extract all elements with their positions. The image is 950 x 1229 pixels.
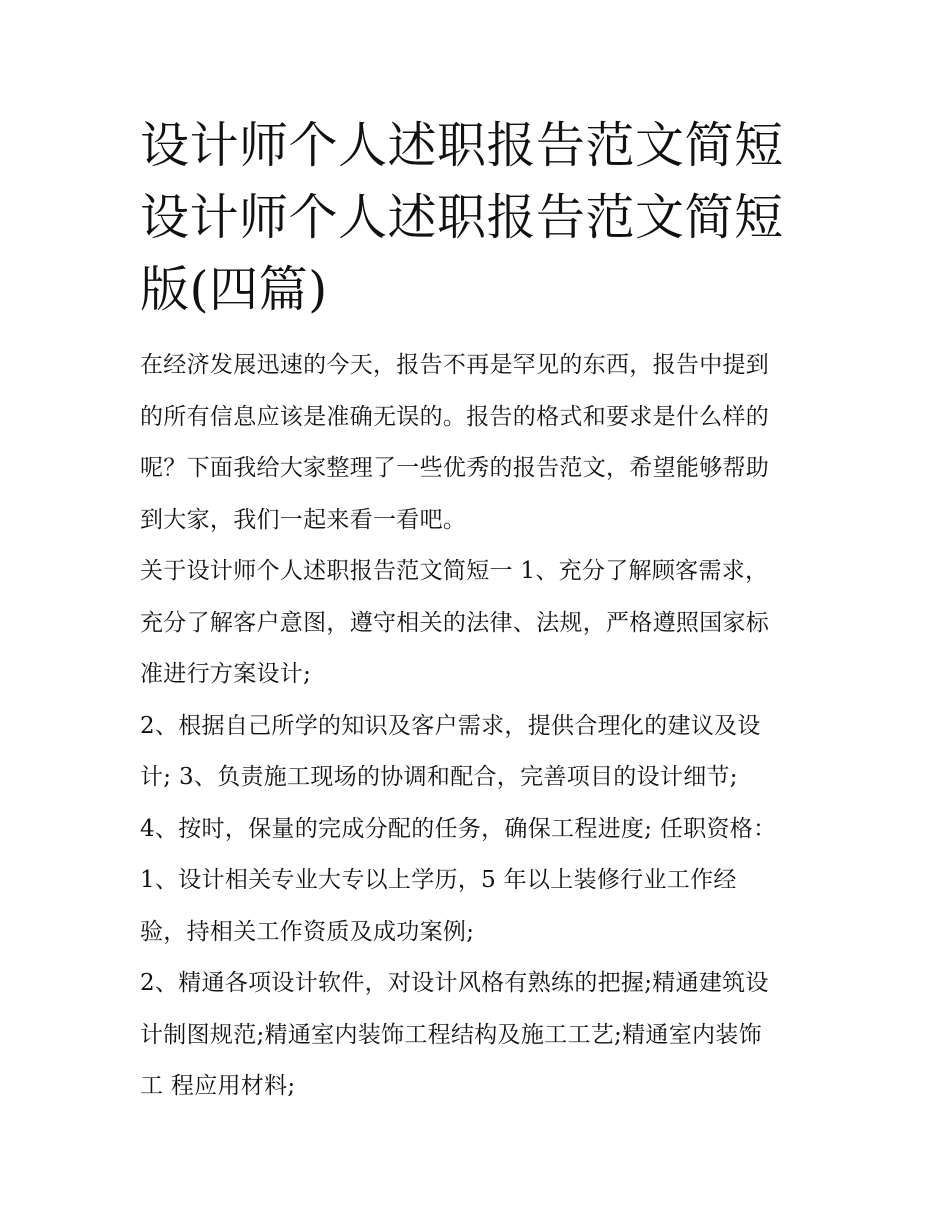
title-line: 版(四篇) bbox=[140, 261, 328, 318]
body-line: 计制图规范;精通室内装饰工程结构及施工工艺;精通室内装饰 bbox=[140, 1021, 762, 1048]
document-page bbox=[140, 110, 820, 1113]
document-title bbox=[140, 110, 820, 326]
body-line: 到大家，我们一起来看一看吧。 bbox=[140, 506, 467, 533]
body-line: 2、精通各项设计软件，对设计风格有熟练的把握;精通建筑设 bbox=[140, 970, 769, 996]
title-line: 设计师个人述职报告范文简短 bbox=[140, 189, 784, 246]
body-line: 呢？下面我给大家整理了一些优秀的报告范文，希望能够帮助 bbox=[140, 455, 770, 481]
body-line: 1、设计相关专业大专以上学历，5 年以上装修行业工作经 bbox=[140, 867, 737, 893]
body-line: 关于设计师个人述职报告范文简短一 1、充分了解顾客需求， bbox=[140, 558, 769, 584]
title-line: 设计师个人述职报告范文简短 bbox=[140, 117, 784, 174]
body-line: 4、按时，保量的完成分配的任务，确保工程进度; 任职资格： bbox=[140, 815, 777, 842]
document-body bbox=[140, 340, 820, 1113]
body-line: 2、根据自己所学的知识及客户需求，提供合理化的建议及设 bbox=[140, 712, 761, 739]
body-line: 在经济发展迅速的今天，报告不再是罕见的东西，报告中提到 bbox=[140, 352, 770, 378]
body-line: 准进行方案设计; bbox=[140, 661, 312, 687]
body-line: 验，持相关工作资质及成功案例; bbox=[140, 918, 475, 945]
body-line: 充分了解客户意图，遵守相关的法律、法规，严格遵照国家标 bbox=[140, 609, 770, 636]
body-line: 工 程应用材料; bbox=[140, 1073, 296, 1099]
body-line: 的所有信息应该是准确无误的。报告的格式和要求是什么样的 bbox=[140, 403, 770, 430]
body-line: 计; 3、负责施工现场的协调和配合，完善项目的设计细节; bbox=[140, 764, 738, 790]
